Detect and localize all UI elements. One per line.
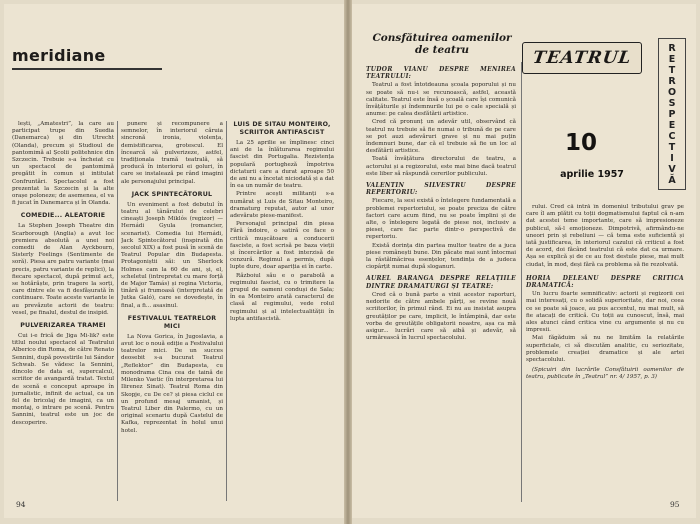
article-heading: FESTIVALUL TEATRELOR MICI [127, 314, 217, 330]
article-heading: LUIS DE SITAU MONTEIRO, SCRIITOR ANTIFASCIST [233, 121, 331, 136]
book-gutter [344, 0, 352, 524]
right-column-2 [526, 204, 684, 502]
section-title: meridiane [12, 46, 106, 65]
paragraph: Fiecare, la sesi există o întelegere fundamentală a problemei repertoriului, se poate preciza de către factori care acum fiind, nu se poate împlini și de alte, o întelegere legată de piese noi, inclusiv a piesei, care fac parte dintr-o perspectivă de repertoriu. [366, 198, 516, 241]
header-rule [12, 68, 162, 70]
paragraph: Printre acești militanți s-a numărat și Luis de Sitau Monteiro, dramaturg reputat, autor al unor adevărate piese-manifest. [230, 191, 334, 220]
page-number: 94 [16, 500, 26, 509]
teatrul-logo [522, 42, 642, 74]
paragraph: Mai făgăduim să nu ne limităm la relatările superficiale, ci să discutăm analitic, cu seriozitate, problemele creației dramatice și ale artei spectacolului. [526, 335, 684, 364]
paragraph: punere și recompunere a semnelor, în interiorul căruia sincronă ironia, violența, demistificarea, grotescul. El încearcă să pulverizeze, astfel, tradiționala tramă teatrală, să producă în interiorul ei goluri, în care se instalează pe rând imagini ale personajului principal. [121, 121, 223, 185]
paragraph: La 25 aprilie se împlinesc cinci ani de la înlăturarea regimului fascist din Portugalia. Rezistența populară portugheză împotriva dictaturii care a durat aproape 50 de ani nu a încetat niciodată și a dat în ea un număr de teatru. [230, 140, 334, 190]
main-title-line1: Consfătuirea oamenilor [372, 32, 512, 44]
article-heading: PULVERIZAREA TRAMEI [20, 322, 106, 330]
article-heading: COMEDIE... ALEATORIE [20, 212, 106, 220]
issue-date: aprilie 1957 [560, 169, 624, 180]
page-number: 95 [670, 500, 680, 509]
paragraph: Toată învățătura directorului de teatru, a actorului și a regizorului, este mai bine dacă teatrul este liber să răspundă cererilor publicului. [366, 156, 516, 177]
speaker-heading: VALENTIN SILVESTRU DESPRE REPERTORIU: [366, 182, 516, 197]
paragraph: La Stephen Joseph Theatre din Scarborough (Anglia) a avut loc premiera absolută a unei noi comedii de Alan Ayckbourn, Sisterly Feelings (Sentimente de soră). Piesa are patru variante (mai precis, patru variante de replici), la fiecare spectacol, după primul act, se hotărăște, prin tragere la sorți, care dintre ele va fi desfășurată în continuare. Toate aceste variante le au prevăzute actorii de teatru: vesel, pe finalul, destul de insipid. [12, 223, 114, 316]
speaker-heading: HORIA DELEANU DESPRE CRITICA DRAMATICĂ: [526, 274, 684, 290]
left-column-3 [230, 116, 334, 501]
meridiane-header [12, 46, 162, 66]
right-page [352, 4, 696, 518]
paragraph: Cui i-e frică de Jiga Mi-lik? este titlul noului spectacol al Teatrului Alberico din Roma, de către Renato Sennini, după povestirile lui Sándor Schwab. Se vădesc la Sennini, dincolo de data ei, supercalcul, scriitor de avangardă tratat. Textul de scenă e conceput aproape în jurnalistic, infinit de actual, ca un fel de bricolaj de imagini, ca un montaj, o intrare pe scenă. Pentru Sannini, teatrul este un joc de descoperire. [12, 333, 114, 426]
issue-number: 10 [565, 130, 598, 156]
column-divider [226, 121, 227, 501]
paragraph: Teatrul a fost întotdeauna școala poporului și nu se poate să nu-i se recunoască, astfel, această calitate. Teatrul este însă o școală care își comunică învățăturile și îndemnurile lui pe o cale specială și anume: pe calea desfătării artistice. [366, 82, 516, 118]
retrospective-label-box [658, 38, 686, 190]
paragraph: Un lucru foarte semnificativ: actorii și regizorii cei mai interesați, cu o solidă superioritate, dar noi, ceea ce se poate să joace, au pus accentul, nu mai mult, să fie atacați de critică. Cu toții au cunoscut, însă, mai ales atunci când critica vine cu argumente și nu cu impresii. [526, 291, 684, 334]
masthead-title: TEATRUL [531, 48, 633, 68]
paragraph: Cred că pronunț un adevăr util, observând că teatrul nu trebuie să fie numai o tribună de pe care se pot auzi adevăruri grave și nu mai puțin îndemnuri bune, dar că el trebuie să fie un loc al desfătării artistice. [366, 119, 516, 155]
left-page [4, 4, 344, 518]
paragraph: lești, „Amatestri”, la care au participat trupe din Suedia (Danemarca) și din Utrecht (Olanda), precum și Studioul de pantomimă al Școlii politehnice din Szczecin. Trebuie s-a încheiat cu un spectacol de pantomimă pregătit în comun și intitulat Confruntări. Spectacolul a fost prezentat la Szczecin și la alte orașe poloneze; de asemenea, el va fi jucat în Danemarca și în Olanda. [12, 121, 114, 207]
paragraph: Cred că o bună parte a vinii acestor raporturi, nedorite de către ambele părți, se revine nouă scriitorilor, în primul rând. Ei nu au insistat asupra greutăților pe care, implicit, le întâmpină, dar este vorba de greutățile obligatorii noastre, așa ca mă asigur... lucrări care să aibă și adevăr, să urmărească în lucrul spectacolului. [366, 291, 516, 342]
paragraph: Un eveniment a fost debutul în teatru al tânărului de celebri cineaști Joseph Miklós (regizor) — Hernádi Gyula (romancier, scenarist). Comedia lui Hernádi, Jack Spintecătorul (inspirată din secolul XIX) a fost pusă în scenă de Teatrul Popular din Budapesta. Protagoniștii săi: un Sherlock Holmes cam la 60 de ani, și, el, scheletul (intrepretat cu mare forță de Major Tamás) și regina Victoria, tinără și frumoasă (interpretată de Jutka Galó), care se dovedește, în final, a fi... asasinul. [121, 201, 223, 309]
article-heading: JACK SPINTECĂTORUL [131, 190, 213, 198]
speaker-heading: AUREL BARANGA DESPRE RELAȚIILE DINTRE DRAMATURGI ȘI TEATRE: [366, 275, 516, 290]
footnote: (Spicuiri din lucrările Consfătuirii oamenilor de teatru, publicate în „Teatrul” nr. 4/ 1957, p. 3) [526, 367, 684, 381]
main-title-line2: de teatru [414, 44, 470, 56]
speaker-heading: TUDOR VIANU DESPRE MENIREA TEATRULUI: [366, 66, 516, 81]
paragraph: Războiul său e o parabolă a regimului fascist, cu o trimitere la grupul de oameni conduși de Sala; în ea Monteiro arată caracterul de clasă al regimului, vede rolul regimului și al intelectualității în lupta antifascistă. [230, 272, 334, 322]
column-divider [521, 62, 522, 502]
left-column-1 [12, 121, 114, 501]
paragraph: La Nova Gorica, în Jugoslavia, a avut loc o nouă ediție a Festivalului teatrelor mici. De un succes deosebit s-a bucurat Teatrul „Reflektor” din Budapesta, cu monodrama Cina cea de taină de Milenko Vaetic (în interpretarea lui Ilirenez Sinat). Teatrul Roma din Skopje, cu De ce? și piesa ciclul ce un profund mesaj umanist, și Teatrul Liber din Palermo, cu un original scenariu după Castelul de Kafka, reprezentat în holul unui hotel. [121, 333, 223, 434]
paragraph: rului. Cred că intră în domeniul tributului grav pe care îl am plătit cu toții dogmatismului faptul că n-am dat acestei teme importante, care să impresioneze publicul, să-l emoționeze. Dimpotrivă, afirmându-ne uneori prin și rebeliuni — că tema este suficientă și iată justificarea, în interiorul cazului că criticul a fost de acord, doi făcând teatrului că este dat ca urmare. Așa se explică și de ce au fost destule piese, mai mult ciudat, în mod, deși fără ca problema să fie rezolvată. [526, 204, 684, 268]
right-column-1 [366, 62, 516, 502]
main-title [372, 32, 512, 56]
paragraph: Există dorința din partea multor teatre de a juca piese românești bune. Din păcate mai sunt întocmai la răstălmăcirea esențelor, tendința de a judeca ciopârțit numai după sloganuri. [366, 242, 516, 271]
left-column-2 [121, 121, 223, 501]
paragraph: Personajul principal din piesa Fără îndoire, o satiră ce face o critică mușcătoare a conducerii fasciste, a fost scrisă pe baza vieții și încercărilor a fost interzisă de cenzură. Regimul a permis, după lupte dure, doar apariția ei în carte. [230, 221, 334, 271]
vertical-label: RETROSPECTIVĂ [666, 42, 678, 186]
column-divider [117, 121, 118, 501]
